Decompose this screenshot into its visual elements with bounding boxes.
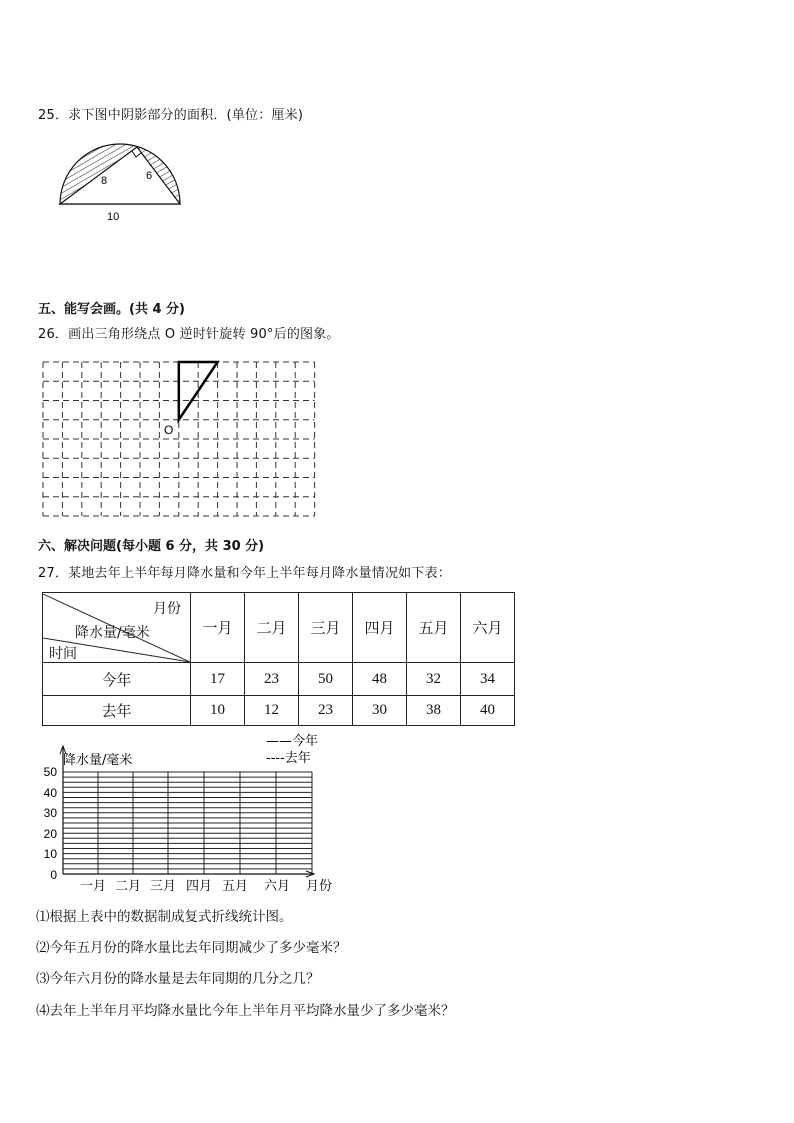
x-tick: 四月 — [186, 879, 213, 894]
section-5-title: 五、能写会画。(共 4 分) — [38, 302, 185, 317]
header-month: 六月 — [461, 593, 515, 663]
x-tick: 五月 — [222, 879, 249, 894]
x-tick: 六月 — [264, 879, 291, 894]
label-base-10: 10 — [107, 211, 120, 223]
question-25-text: 25．求下图中阴影部分的面积．(单位：厘米) — [38, 108, 304, 123]
subquestion-2: ⑵今年五月份的降水量比去年同期减少了多少毫米？ — [36, 940, 347, 956]
cell-value: 38 — [407, 696, 461, 726]
cell-value: 50 — [299, 663, 353, 696]
cell-value: 34 — [461, 663, 515, 696]
blank-line-chart — [36, 732, 346, 897]
cell-value: 17 — [191, 663, 245, 696]
section-6-title: 六、解决问题(每小题 6 分，共 30 分) — [38, 539, 265, 554]
cell-value: 12 — [245, 696, 299, 726]
x-axis-label: 月份 — [306, 879, 333, 894]
triangle-to-rotate — [179, 362, 218, 420]
y-tick: 10 — [43, 847, 57, 861]
x-tick: 三月 — [150, 879, 177, 894]
chart-grid — [63, 772, 312, 874]
subquestion-4: ⑷去年上半年月平均降水量比今年上半年月平均降水量少了多少毫米？ — [36, 1003, 455, 1019]
cell-value: 40 — [461, 696, 515, 726]
header-month: 四月 — [353, 593, 407, 663]
label-side-8: 8 — [101, 175, 108, 187]
y-tick: 40 — [43, 786, 57, 800]
subquestion-1: ⑴根据上表中的数据制成复式折线统计图。 — [36, 909, 293, 925]
semicircle-figure — [50, 136, 190, 226]
cell-value: 30 — [353, 696, 407, 726]
cell-value: 48 — [353, 663, 407, 696]
cell-value: 10 — [191, 696, 245, 726]
rainfall-table — [42, 592, 515, 726]
x-tick: 一月 — [80, 879, 107, 894]
header-month: 一月 — [191, 593, 245, 663]
y-axis-label: 降水量/毫米 — [63, 753, 133, 768]
table-corner-cell — [43, 593, 191, 663]
cell-value: 23 — [245, 663, 299, 696]
legend-this-year: ——今年 — [266, 734, 319, 749]
cell-value: 32 — [407, 663, 461, 696]
rotation-grid — [40, 358, 320, 520]
legend-last-year: ----去年 — [266, 751, 311, 766]
label-side-6: 6 — [146, 170, 153, 182]
y-tick: 30 — [43, 806, 57, 820]
point-o-label: O — [164, 423, 174, 437]
table-row — [43, 696, 515, 726]
header-month: 五月 — [407, 593, 461, 663]
header-month: 三月 — [299, 593, 353, 663]
row-label-this-year: 今年 — [43, 663, 191, 696]
y-tick: 20 — [43, 827, 57, 841]
subquestion-3: ⑶今年六月份的降水量是去年同期的几分之几？ — [36, 971, 320, 987]
table-row — [43, 663, 515, 696]
x-tick: 二月 — [115, 879, 142, 894]
header-month: 二月 — [245, 593, 299, 663]
corner-label-time: 时间 — [49, 645, 77, 662]
corner-label-month: 月份 — [153, 600, 181, 617]
y-tick: 0 — [50, 868, 57, 882]
cell-value: 23 — [299, 696, 353, 726]
question-26-text: 26．画出三角形绕点 O 逆时针旋转 90°后的图象。 — [38, 327, 340, 342]
row-label-last-year: 去年 — [43, 696, 191, 726]
corner-label-rainfall: 降水量/毫米 — [75, 624, 150, 641]
y-tick: 50 — [43, 765, 57, 779]
question-27-text: 27．某地去年上半年每月降水量和今年上半年每月降水量情况如下表： — [38, 566, 451, 581]
